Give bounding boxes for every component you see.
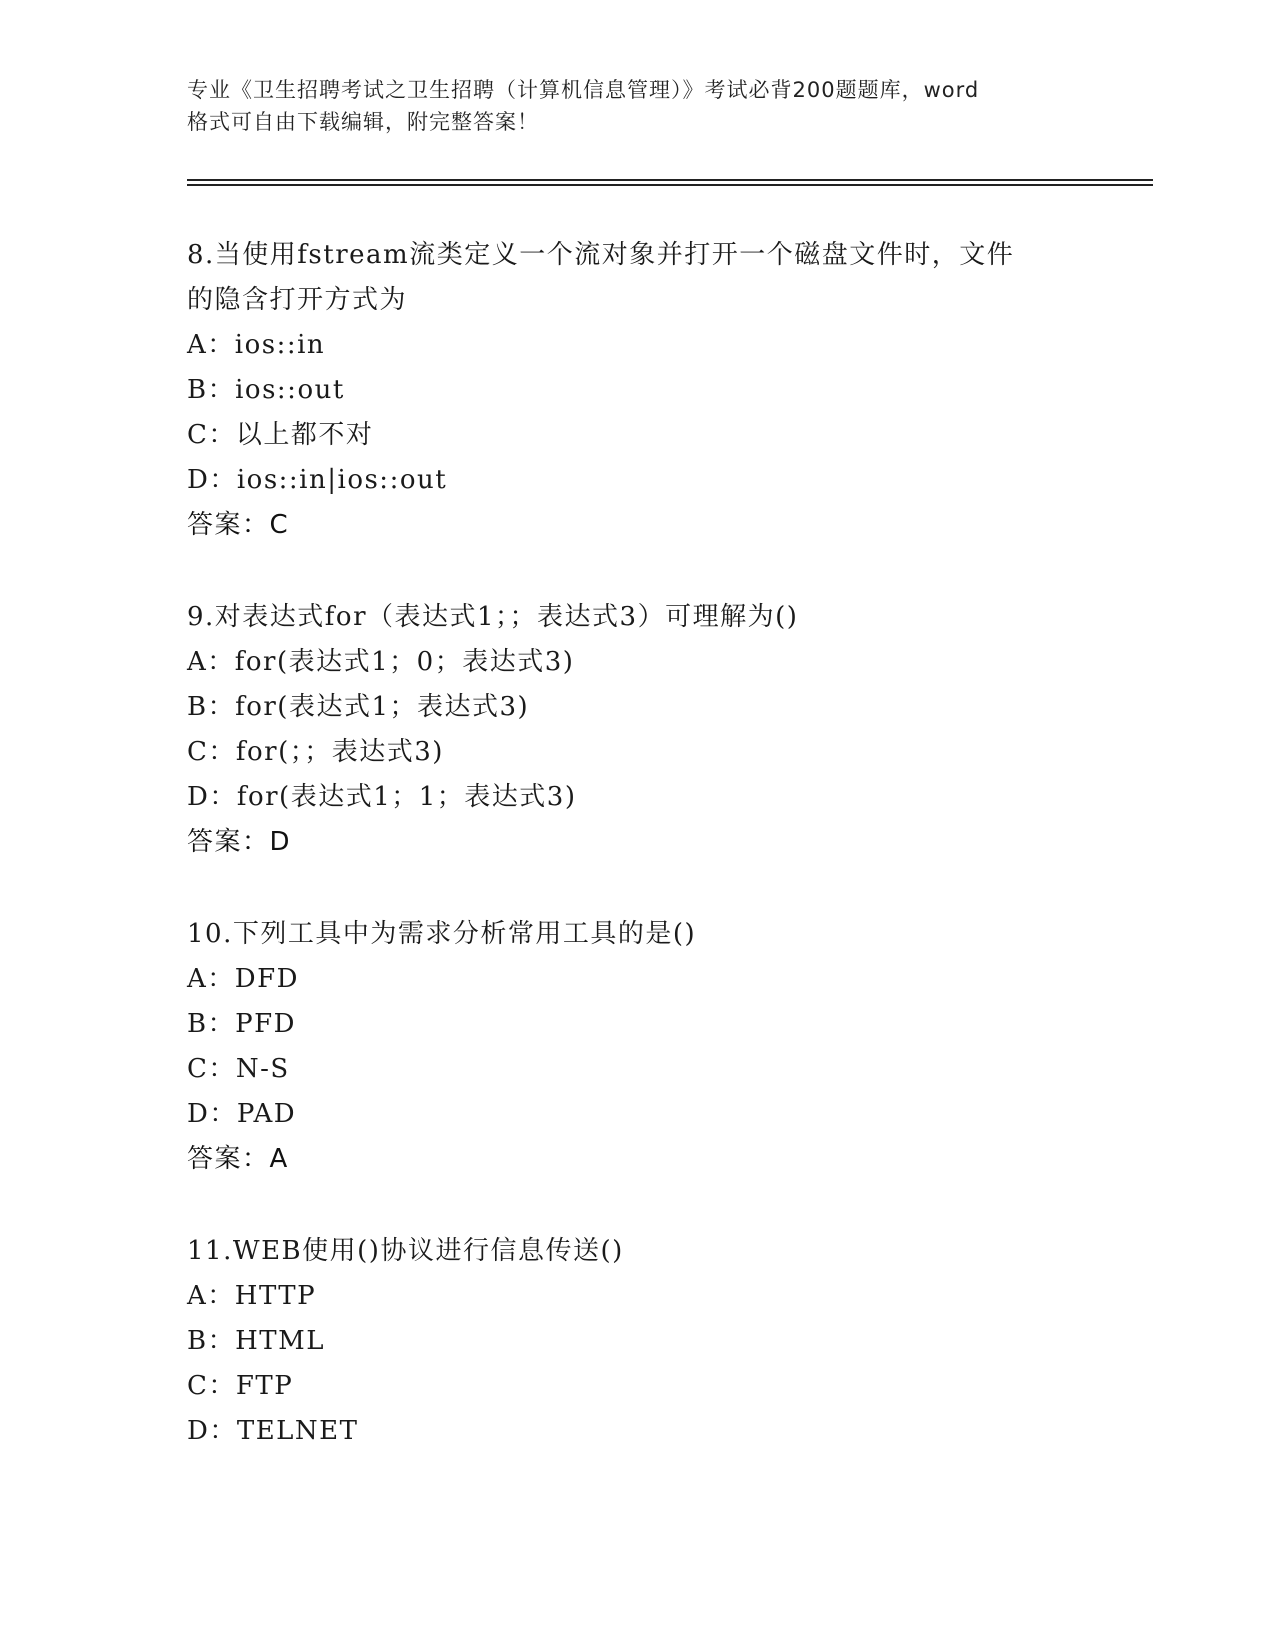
option-b: B：ios::out <box>187 375 345 405</box>
question-10 <box>187 912 1087 1182</box>
option-b: B：for(表达式1；表达式3) <box>187 692 530 722</box>
question-11 <box>187 1229 1087 1454</box>
question-stem: 8.当使用fstream流类定义一个流对象并打开一个磁盘文件时，文件 <box>187 240 1015 270</box>
option-c: C：N-S <box>187 1054 290 1084</box>
header-line-2: 格式可自由下载编辑，附完整答案！ <box>187 110 539 134</box>
header-divider-bottom <box>187 184 1153 186</box>
header-divider-top <box>187 179 1153 181</box>
option-d: D：PAD <box>187 1099 297 1129</box>
question-9 <box>187 595 1087 865</box>
option-a: A：HTTP <box>187 1281 317 1311</box>
question-8 <box>187 233 1087 548</box>
answer-label: 答案：C <box>187 510 290 540</box>
option-d: D：ios::in|ios::out <box>187 465 448 495</box>
question-stem: 9.对表达式for（表达式1；；表达式3）可理解为() <box>187 602 799 632</box>
question-stem-continued: 的隐含打开方式为 <box>187 285 408 315</box>
document-header <box>187 74 1087 138</box>
option-c: C：以上都不对 <box>187 420 374 450</box>
option-a: A：for(表达式1；0；表达式3) <box>187 647 575 677</box>
option-d: D：TELNET <box>187 1416 359 1446</box>
answer-label: 答案：A <box>187 1144 289 1174</box>
option-d: D：for(表达式1；1；表达式3) <box>187 782 577 812</box>
option-a: A：ios::in <box>187 330 326 360</box>
question-stem: 11.WEB使用()协议进行信息传送() <box>187 1236 624 1266</box>
option-a: A：DFD <box>187 964 300 994</box>
question-list <box>187 233 1087 1454</box>
question-stem: 10.下列工具中为需求分析常用工具的是() <box>187 919 697 949</box>
option-c: C：FTP <box>187 1371 294 1401</box>
option-b: B：PFD <box>187 1009 296 1039</box>
option-c: C：for(；；表达式3) <box>187 737 444 767</box>
answer-label: 答案：D <box>187 827 292 857</box>
header-line-1: 专业《卫生招聘考试之卫生招聘（计算机信息管理）》考试必背200题题库，word <box>187 78 980 102</box>
option-b: B：HTML <box>187 1326 326 1356</box>
